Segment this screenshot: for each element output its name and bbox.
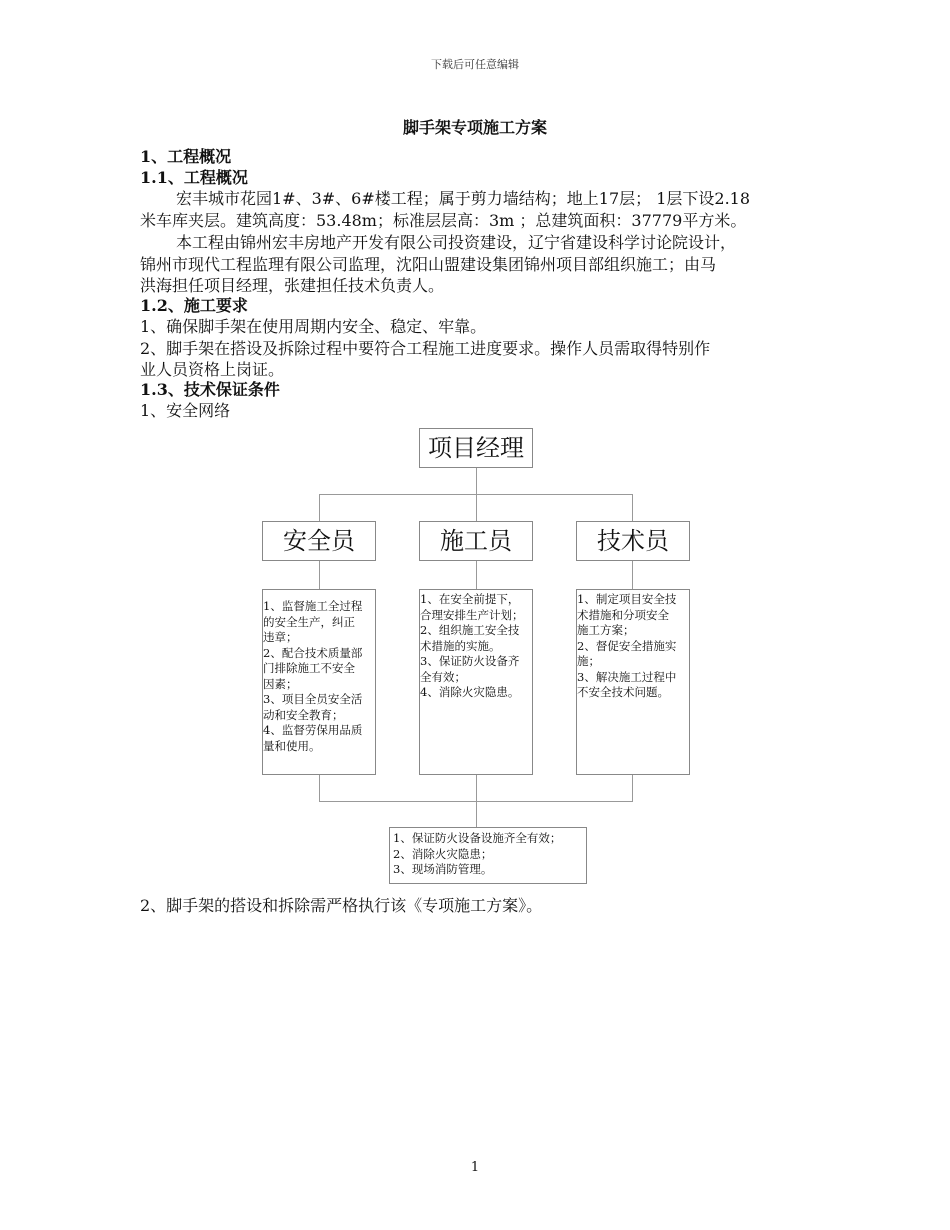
connector-role-duty-left <box>319 561 320 589</box>
duty-line: 不安全技术问题。 <box>577 685 669 699</box>
duty-box-construction-officer <box>419 589 533 775</box>
connector-role-duty-middle <box>476 561 477 589</box>
duty-line: 施工方案； <box>577 623 635 637</box>
connector-role-duty-right <box>632 561 633 589</box>
subsection-heading-1-1: 1.1、工程概况 <box>140 168 248 187</box>
paragraph-1-line-2: 米车库夹层。建筑高度：53.48m；标准层层高：3m ；总建筑面积：37779平方米。 <box>140 211 747 230</box>
duty-line: 1、监督施工全过程 <box>263 599 363 613</box>
requirement-item-2-line-2: 业人员资格上岗证。 <box>140 360 285 379</box>
org-box-safety-officer: 安全员 <box>262 521 376 561</box>
org-box-technical-officer: 技术员 <box>576 521 690 561</box>
fire-safety-line: 2、消除火灾隐患； <box>393 846 493 861</box>
duty-line: 术措施的实施。 <box>420 638 501 653</box>
connector-left-down <box>319 494 320 521</box>
org-box-construction-officer: 施工员 <box>419 521 533 561</box>
page-number: 1 <box>470 1160 480 1175</box>
technical-item-1: 1、安全网络 <box>140 401 231 420</box>
requirement-item-2-line-1: 2、脚手架在搭设及拆除过程中要符合工程施工进度要求。操作人员需取得特别作 <box>140 339 711 358</box>
connector-top-vertical <box>476 468 477 494</box>
section-heading-1: 1、工程概况 <box>140 147 232 166</box>
subsection-heading-1-3: 1.3、技术保证条件 <box>140 380 280 399</box>
fire-safety-box <box>389 827 587 884</box>
connector-bottom-horizontal <box>319 801 633 802</box>
duty-box-safety-officer <box>262 589 376 775</box>
duty-line: 的安全生产，纠正 <box>263 614 355 629</box>
duty-line: 1、在安全前提下， <box>420 592 520 606</box>
duty-line: 2、组织施工安全技 <box>420 623 520 637</box>
requirement-item-1: 1、确保脚手架在使用周期内安全、稳定、牢靠。 <box>140 317 487 336</box>
duty-line: 3、保证防火设备齐 <box>420 654 520 668</box>
subsection-heading-1-2: 1.2、施工要求 <box>140 296 248 315</box>
duty-line: 1、制定项目安全技 <box>577 592 677 606</box>
duty-line: 合理安排生产计划； <box>420 607 524 622</box>
page-header: 下载后可任意编辑 <box>431 58 519 71</box>
duty-line: 动和安全教育； <box>263 707 344 722</box>
paragraph-1-line-1: 宏丰城市花园1#、3#、6#楼工程；属于剪力墙结构；地上17层； 1层下设2.18 <box>176 189 751 208</box>
duty-line: 3、解决施工过程中 <box>577 669 677 684</box>
connector-bottom-left-up <box>319 774 320 801</box>
duty-line: 违章； <box>263 630 298 644</box>
duty-line: 门排除施工不安全 <box>263 661 355 675</box>
duty-line: 术措施和分项安全 <box>577 607 669 622</box>
duty-line: 量和使用。 <box>263 738 321 753</box>
duty-line: 3、项目全员安全活 <box>263 692 363 706</box>
duty-line: 2、督促安全措施实 <box>577 638 677 653</box>
fire-safety-line: 3、现场消防管理。 <box>393 862 493 876</box>
paragraph-2-line-1: 本工程由锦州宏丰房地产开发有限公司投资建设，辽宁省建设科学讨论院设计， <box>176 233 737 252</box>
org-box-project-manager: 项目经理 <box>419 428 533 468</box>
duty-line: 2、配合技术质量部 <box>263 645 363 660</box>
paragraph-2-line-2: 锦州市现代工程监理有限公司监理，沈阳山盟建设集团锦州项目部组织施工；由马 <box>140 255 717 274</box>
duty-line: 施； <box>577 654 600 668</box>
connector-middle-down <box>476 494 477 521</box>
duty-box-technical-officer <box>576 589 690 775</box>
connector-bottom-right-up <box>632 774 633 801</box>
paragraph-2-line-3: 洪海担任项目经理，张建担任技术负责人。 <box>140 276 445 295</box>
document-title: 脚手架专项施工方案 <box>402 118 547 137</box>
duty-line: 4、监督劳保用品质 <box>263 723 363 737</box>
duty-line: 全有效； <box>420 669 466 684</box>
technical-item-2: 2、脚手架的搭设和拆除需严格执行该《专项施工方案》。 <box>140 896 543 915</box>
duty-line: 因素； <box>263 676 298 691</box>
duty-line: 4、消除火灾隐患。 <box>420 685 520 699</box>
connector-right-down <box>632 494 633 521</box>
fire-safety-line: 1、保证防火设备设施齐全有效； <box>393 831 562 845</box>
